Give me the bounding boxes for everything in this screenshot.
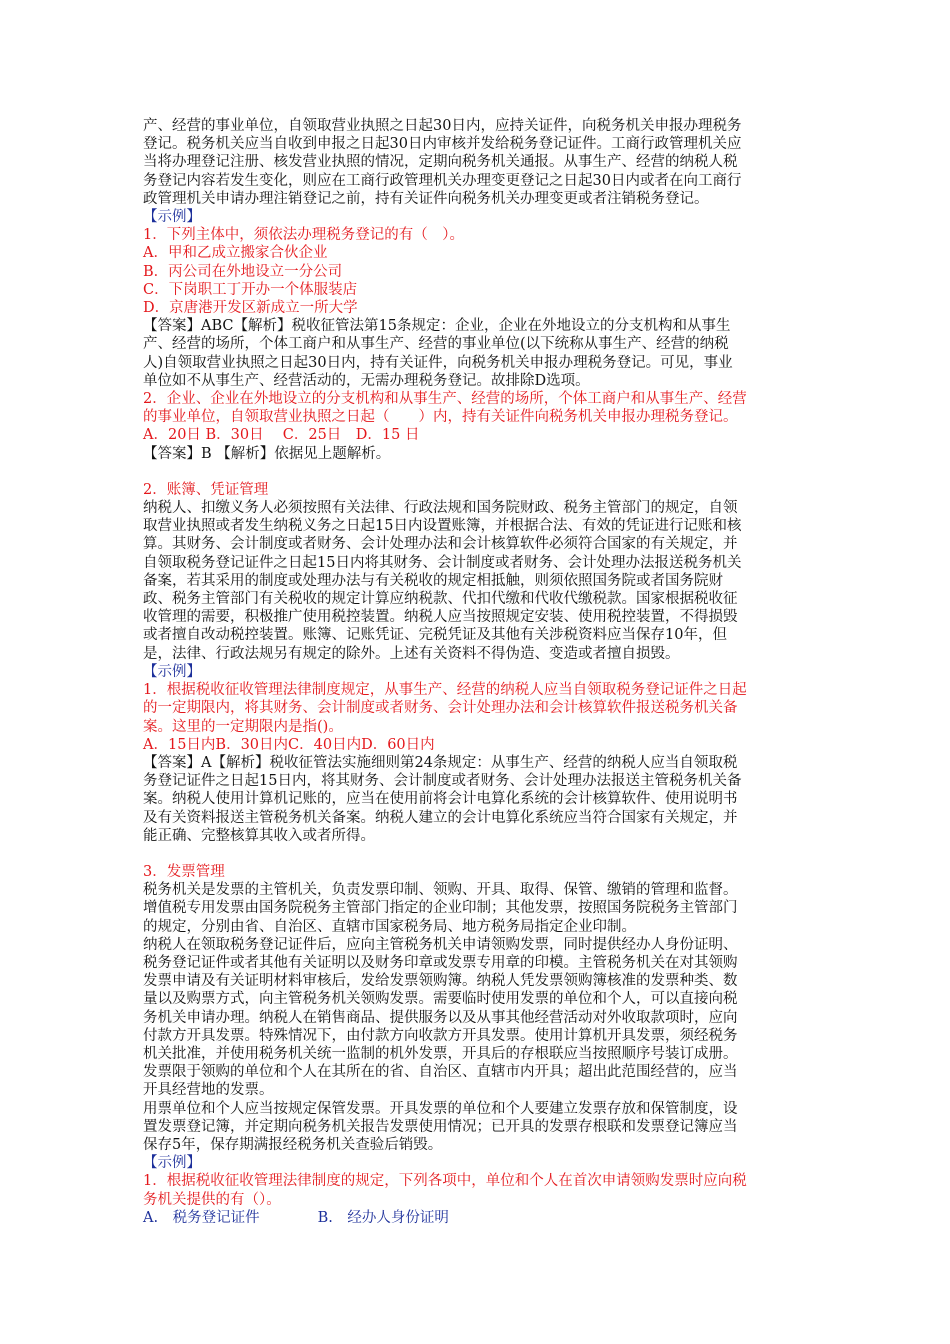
answer-line: 单位如不从事生产、经营活动的，无需办理税务登记。故排除D选项。 (143, 372, 590, 389)
text-line: 备案，若其采用的制度或处理办法与有关税收的规定相抵触，则须依照国务院或者国务院财 (143, 572, 723, 589)
text-line: 发票申请及有关证明材料审核后，发给发票领购簿。纳税人凭发票领购簿核准的发票种类、数 (143, 973, 738, 990)
answer-line: 【答案】B 【解析】依据见上题解析。 (143, 445, 391, 462)
text-line: 纳税人在领取税务登记证件后，应向主管税务机关申请领购发票，同时提供经办人身份证明、 (143, 936, 738, 953)
section-body (143, 499, 815, 663)
section-heading: 3．发票管理 (143, 863, 225, 880)
question: 2．企业、企业在外地设立的分支机构和从事生产、经营的场所，个体工商户和从事生产、经营 (143, 391, 747, 408)
text-line: 机关批准，并使用税务机关统一监制的机外发票，开具后的存根联应当按照顺序号装订成册。 (143, 1045, 738, 1062)
answer-line: 务登记证件之日起15日内，将其财务、会计制度或者财务、会计处理办法报送主管税务机关备 (143, 773, 742, 790)
text-line: 纳税人、扣缴义务人必须按照有关法律、行政法规和国务院财政、税务主管部门的规定，自领 (143, 500, 738, 517)
text-line: 算。其财务、会计制度或者财务、会计处理办法和会计核算软件必须符合国家的有关规定，并 (143, 536, 738, 553)
text-line: 务机关申请办理。纳税人在销售商品、提供服务以及从事其他经营活动对外收取款项时，应向 (143, 1009, 738, 1026)
question: 案。这里的一定期限内是指()。 (143, 718, 343, 735)
spacer (143, 463, 815, 481)
intro-paragraph (143, 117, 815, 208)
answer-line: 人)自领取营业执照之日起30日内，持有关证件，向税务机关申报办理税务登记。可见，事业 (143, 354, 733, 371)
text-line: 的规定，分别由省、自治区、直辖市国家税务局、地方税务局指定企业印制。 (143, 918, 636, 935)
example-label: 【示例】 (143, 1155, 201, 1172)
text-line: 付款方开具发票。特殊情况下，由付款方向收款方开具发票。使用计算机开具发票，须经税务 (143, 1027, 738, 1044)
section-body (143, 881, 815, 1154)
text-line: 保存5年，保存期满报经税务机关查验后销毁。 (143, 1136, 443, 1153)
option: C．下岗职工丁开办一个体服装店 (143, 281, 358, 298)
question: 1．根据税收征收管理法律制度规定，从事生产、经营的纳税人应当自领取税务登记证件之日起 (143, 682, 747, 699)
document-page (143, 117, 815, 1227)
text-line: 发票限于领购的单位和个人在其所在的省、自治区、直辖市内开具；超出此范围经营的，应当 (143, 1064, 738, 1081)
text-line: 务登记内容若发生变化，则应在工商行政管理机关办理变更登记之日起30日内或者在向工商行 (143, 172, 742, 189)
question: 1．根据税收征收管理法律制度的规定，下列各项中，单位和个人在首次申请领购发票时应向税 (143, 1173, 747, 1190)
options: A．20日 B．30日 C．25日 D．15 日 (143, 427, 420, 444)
text-line: 开具经营地的发票。 (143, 1082, 274, 1099)
options: A. 税务登记证件 B. 经办人身份证明 (143, 1209, 449, 1226)
spacer (143, 845, 815, 863)
text-line: 增值税专用发票由国务院税务主管部门指定的企业印制；其他发票，按照国务院税务主管部门 (143, 900, 738, 917)
question: 务机关提供的有（）。 (143, 1191, 281, 1208)
text-line: 政管理机关申请办理注销登记之前，持有关证件向税务机关办理变更或者注销税务登记。 (143, 190, 709, 207)
section-heading: 2．账簿、凭证管理 (143, 481, 269, 498)
text-line: 自领取税务登记证件之日起15日内将其财务、会计制度或者财务、会计处理办法报送税务机关 (143, 554, 742, 571)
answer-line: 及有关资料报送主管税务机关备案。纳税人建立的会计电算化系统应当符合国家有关规定，并 (143, 809, 738, 826)
option: A．甲和乙成立搬家合伙企业 (143, 245, 328, 262)
example-label: 【示例】 (143, 209, 201, 226)
answer-line: 产、经营的场所，个体工商户和从事生产、经营的事业单位(以下统称从事生产、经营的纳税 (143, 336, 729, 353)
question: 的一定期限内，将其财务、会计制度或者财务、会计处理办法和会计核算软件报送税务机关备 (143, 700, 738, 717)
text-line: 登记。税务机关应当自收到申报之日起30日内审核并发给税务登记证件。工商行政管理机关应 (143, 136, 742, 153)
options: A．15日内B．30日内C．40日内D．60日内 (143, 736, 435, 753)
answer-line: 能正确、完整核算其收入或者所得。 (143, 827, 375, 844)
question: 的事业单位，自领取营业执照之日起（ ）内，持有关证件向税务机关申报办理税务登记。 (143, 409, 738, 426)
answer-line: 【答案】A【解析】税收征管法实施细则第24条规定：从事生产、经营的纳税人应当自领取税 (143, 754, 738, 771)
text-line: 税务机关是发票的主管机关，负责发票印制、领购、开具、取得、保管、缴销的管理和监督。 (143, 882, 738, 899)
answer-line: 【答案】ABC【解析】税收征管法第15条规定：企业，企业在外地设立的分支机构和从事生 (143, 318, 731, 335)
text-line: 当将办理登记注册、核发营业执照的情况，定期向税务机关通报。从事生产、经营的纳税人税 (143, 154, 738, 171)
text-line: 产、经营的事业单位，自领取营业执照之日起30日内，应持关证件，向税务机关申报办理税务 (143, 118, 742, 134)
text-line: 是，法律、行政法规另有规定的除外。上述有关资料不得伪造、变造或者擅自损毁。 (143, 645, 680, 662)
answer-line: 案。纳税人使用计算机记账的，应当在使用前将会计电算化系统的会计核算软件、使用说明书 (143, 791, 738, 808)
text-line: 量以及购票方式，向主管税务机关领购发票。需要临时使用发票的单位和个人，可以直接向税 (143, 991, 738, 1008)
option: B．丙公司在外地设立一分公司 (143, 263, 343, 280)
text-line: 用票单位和个人应当按规定保管发票。开具发票的单位和个人要建立发票存放和保管制度，设 (143, 1100, 738, 1117)
text-line: 或者擅自改动税控装置。账簿、记账凭证、完税凭证及其他有关涉税资料应当保存10年，但 (143, 627, 727, 644)
text-line: 置发票登记簿，并定期向税务机关报告发票使用情况；已开具的发票存根联和发票登记簿应当 (143, 1118, 738, 1135)
text-line: 取营业执照或者发生纳税义务之日起15日内设置账簿，并根据合法、有效的凭证进行记账和核 (143, 518, 742, 535)
text-line: 收管理的需要，积极推广使用税控装置。纳税人应当按照规定安装、使用税控装置，不得损毁 (143, 609, 738, 626)
text-line: 税务登记证件或者其他有关证明以及财务印章或发票专用章的印模。主管税务机关在对其领购 (143, 954, 738, 971)
option: D．京唐港开发区新成立一所大学 (143, 300, 358, 317)
example-label: 【示例】 (143, 663, 201, 680)
question: 1．下列主体中，须依法办理税务登记的有（ ）。 (143, 227, 464, 244)
text-line: 政、税务主管部门有关税收的规定计算应纳税款、代扣代缴和代收代缴税款。国家根据税收征 (143, 591, 738, 608)
